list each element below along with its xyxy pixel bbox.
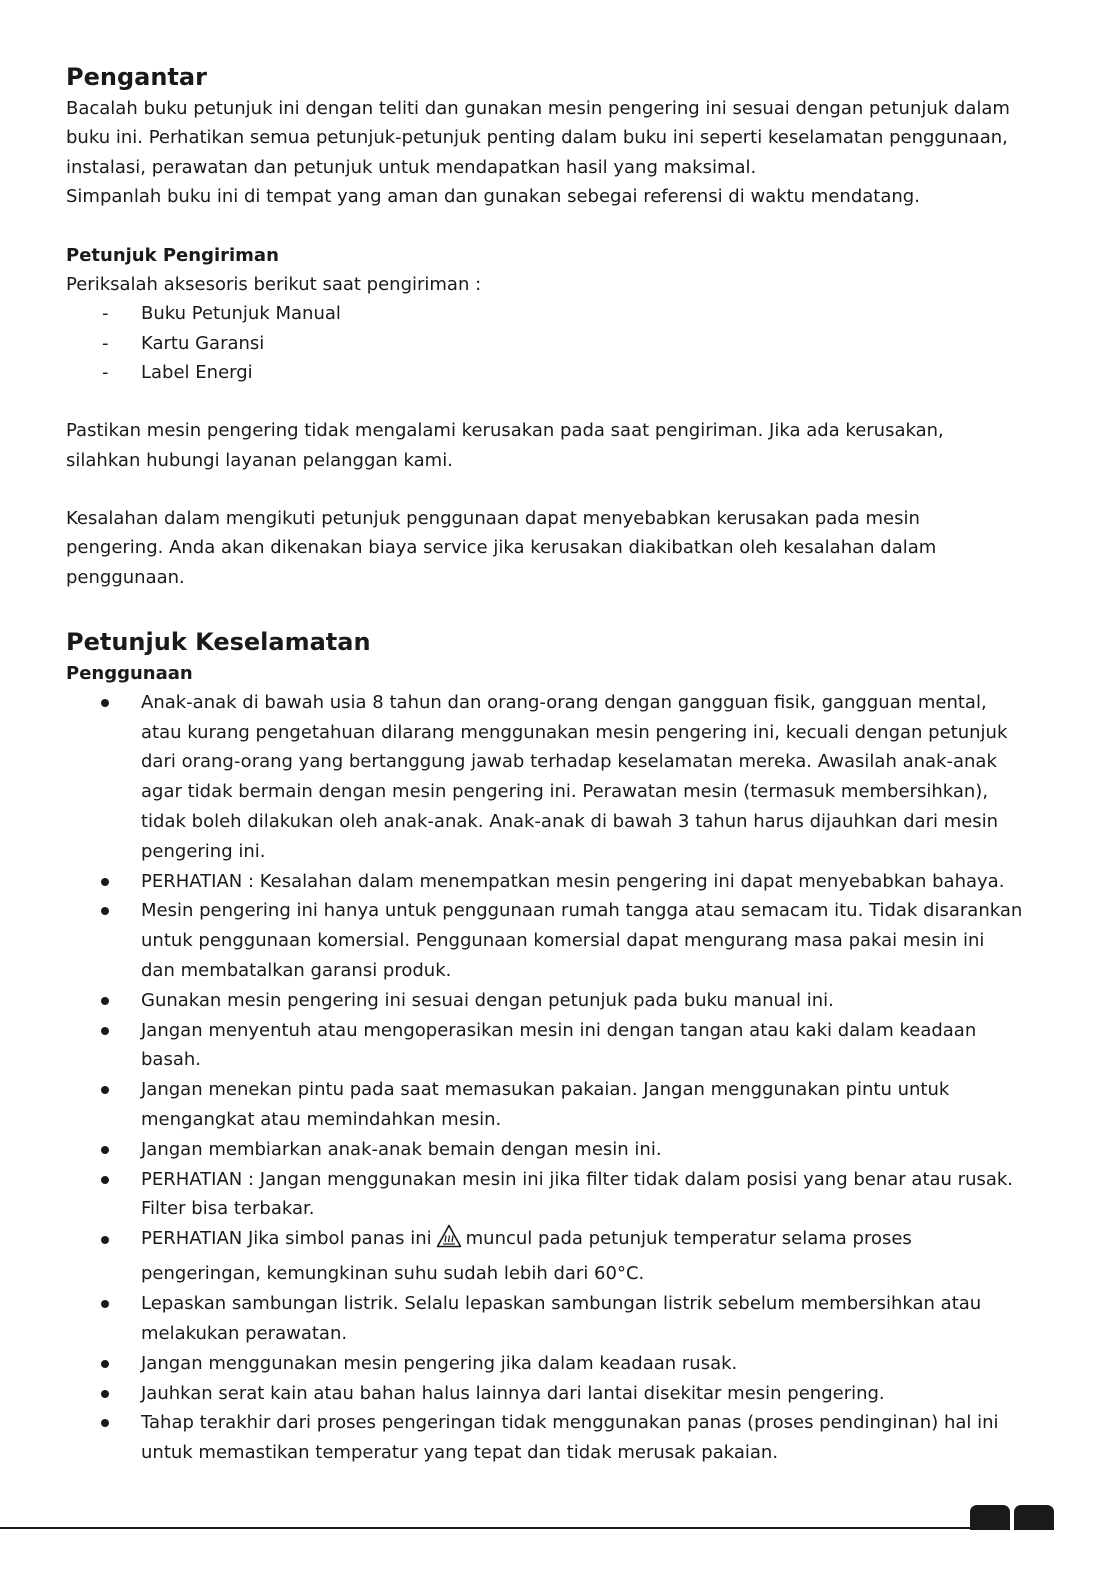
bullet-item (66, 1135, 1056, 1165)
bullet-dot (101, 878, 109, 886)
text-line: Jangan menyentuh atau mengoperasikan mesin ini dengan tangan atau kaki dalam keadaan (141, 1019, 977, 1041)
text-line: buku ini. Perhatikan semua petunjuk-petunjuk penting dalam buku ini seperti keselamatan penggunaan, (66, 127, 1008, 149)
text-line: Pastikan mesin pengering tidak mengalami kerusakan pada saat pengiriman. Jika ada kerusakan, (66, 420, 944, 442)
pengiriman-warning-paragraph (66, 504, 1056, 592)
bullet-item (66, 867, 1056, 897)
text-line: PERHATIAN : Jangan menggunakan mesin ini jika filter tidak dalam posisi yang benar atau rusak. (141, 1168, 1014, 1190)
heat-text-before: PERHATIAN Jika simbol panas ini (141, 1228, 432, 1250)
bullet-dot (101, 997, 109, 1005)
text-line: silahkan hubungi layanan pelanggan kami. (66, 449, 453, 471)
text-line: Anak-anak di bawah usia 8 tahun dan orang-orang dengan gangguan fisik, gangguan mental, (141, 691, 987, 713)
pengiriman-damage-paragraph (66, 416, 1056, 475)
safety-bullet-list (66, 688, 1056, 1468)
text-line: pengering. Anda akan dikenakan biaya service jika kerusakan diakibatkan oleh kesalahan dalam (66, 537, 937, 559)
text-line: basah. (141, 1049, 201, 1071)
text-line: dan membatalkan garansi produk. (141, 960, 452, 982)
bullet-item (66, 1349, 1056, 1379)
text-line: dari orang-orang yang bertanggung jawab terhadap keselamatan mereka. Awasilah anak-anak (141, 751, 997, 773)
text-line: Jangan menggunakan mesin pengering jika dalam keadaan rusak. (141, 1352, 738, 1374)
text-line: Mesin pengering ini hanya untuk penggunaan rumah tangga atau semacam itu. Tidak disarankan (141, 900, 1023, 922)
dash-marker: - (102, 303, 109, 325)
bullet-dot (101, 1176, 109, 1184)
section-title-pengantar: Pengantar (66, 63, 207, 91)
text-line: Filter bisa terbakar. (141, 1198, 315, 1220)
bullet-item (66, 1379, 1056, 1409)
text-line: melakukan perawatan. (141, 1323, 348, 1344)
bullet-item (66, 688, 1056, 867)
bullet-dot (101, 1390, 109, 1398)
text-line: mengangkat atau memindahkan mesin. (141, 1109, 502, 1131)
text-line: Simpanlah buku ini di tempat yang aman dan gunakan sebegai referensi di waktu mendatang. (66, 185, 920, 207)
bullet-item (66, 1016, 1056, 1076)
bullet-item (66, 1224, 1056, 1289)
text-line: instalasi, perawatan dan petunjuk untuk mendapatkan hasil yang maksimal. (66, 156, 757, 178)
list-item-label: Label Energi (141, 362, 253, 384)
text-line: Bacalah buku petunjuk ini dengan teliti dan gunakan mesin pengering ini sesuai dengan petunjuk dalam (66, 98, 1010, 119)
accessory-list (66, 299, 1056, 387)
section-title-keselamatan: Petunjuk Keselamatan (66, 627, 371, 656)
text-line: untuk penggunaan komersial. Penggunaan komersial dapat mengurang masa pakai mesin ini (141, 930, 985, 952)
bullet-dot (101, 1300, 109, 1308)
heat-text-after: muncul pada petunjuk temperatur selama proses (465, 1228, 912, 1250)
bullet-item (66, 1165, 1056, 1225)
bullet-item (66, 896, 1056, 985)
pengantar-paragraph (66, 94, 1056, 211)
list-item (66, 329, 1056, 358)
bullet-item (66, 986, 1056, 1016)
section-title-pengiriman: Petunjuk Pengiriman (66, 245, 279, 267)
footer-rule (0, 1527, 975, 1529)
bullet-dot (101, 1146, 109, 1154)
text-line: Jangan membiarkan anak-anak bemain dengan mesin ini. (141, 1138, 662, 1160)
bullet-dot (101, 1419, 109, 1427)
text-line (141, 1224, 1056, 1259)
text-line: Kesalahan dalam mengikuti petunjuk penggunaan dapat menyebabkan kerusakan pada mesin (66, 507, 920, 529)
list-item-label: Kartu Garansi (141, 332, 265, 354)
text-line: PERHATIAN : Kesalahan dalam menempatkan mesin pengering ini dapat menyebabkan bahaya. (141, 870, 1005, 892)
heat-warning-icon (436, 1224, 462, 1259)
footer-tab-right (1014, 1505, 1054, 1530)
pengiriman-intro: Periksalah aksesoris berikut saat pengiriman : (66, 274, 482, 296)
bullet-dot (101, 699, 109, 707)
text-line: Gunakan mesin pengering ini sesuai dengan petunjuk pada buku manual ini. (141, 989, 834, 1011)
bullet-item (66, 1289, 1056, 1349)
text-line: tidak boleh dilakukan oleh anak-anak. Anak-anak di bawah 3 tahun harus dijauhkan dari mesin (141, 811, 999, 833)
text-line: agar tidak bermain dengan mesin pengering ini. Perawatan mesin (termasuk membersihkan), (141, 781, 989, 803)
bullet-item (66, 1075, 1056, 1135)
footer-tab-left (970, 1505, 1010, 1530)
dash-marker: - (102, 362, 109, 384)
list-item (66, 299, 1056, 328)
bullet-item (66, 1408, 1056, 1468)
text-line: untuk memastikan temperatur yang tepat dan tidak merusak pakaian. (141, 1442, 779, 1464)
bullet-dot (101, 907, 109, 915)
text-line: pengering ini. (141, 840, 266, 862)
text-line: Jangan menekan pintu pada saat memasukan pakaian. Jangan menggunakan pintu untuk (141, 1079, 950, 1101)
text-line: atau kurang pengetahuan dilarang menggunakan mesin pengering ini, kecuali dengan petunjuk (141, 721, 1008, 743)
subsection-title-penggunaan: Penggunaan (66, 662, 193, 684)
dash-marker: - (102, 332, 109, 354)
bullet-dot (101, 1360, 109, 1368)
text-line: Tahap terakhir dari proses pengeringan tidak menggunakan panas (proses pendinginan) hal ini (141, 1412, 999, 1434)
bullet-dot (101, 1086, 109, 1094)
list-item (66, 358, 1056, 387)
text-line: pengeringan, kemungkinan suhu sudah lebih dari 60°C. (141, 1262, 645, 1284)
text-line: penggunaan. (66, 566, 185, 588)
text-line: Lepaskan sambungan listrik. Selalu lepaskan sambungan listrik sebelum membersihkan atau (141, 1293, 982, 1315)
list-item-label: Buku Petunjuk Manual (141, 303, 341, 325)
bullet-dot (101, 1236, 109, 1244)
bullet-dot (101, 1027, 109, 1035)
text-line: Jauhkan serat kain atau bahan halus lainnya dari lantai disekitar mesin pengering. (141, 1382, 885, 1404)
document-page (66, 60, 1056, 1468)
